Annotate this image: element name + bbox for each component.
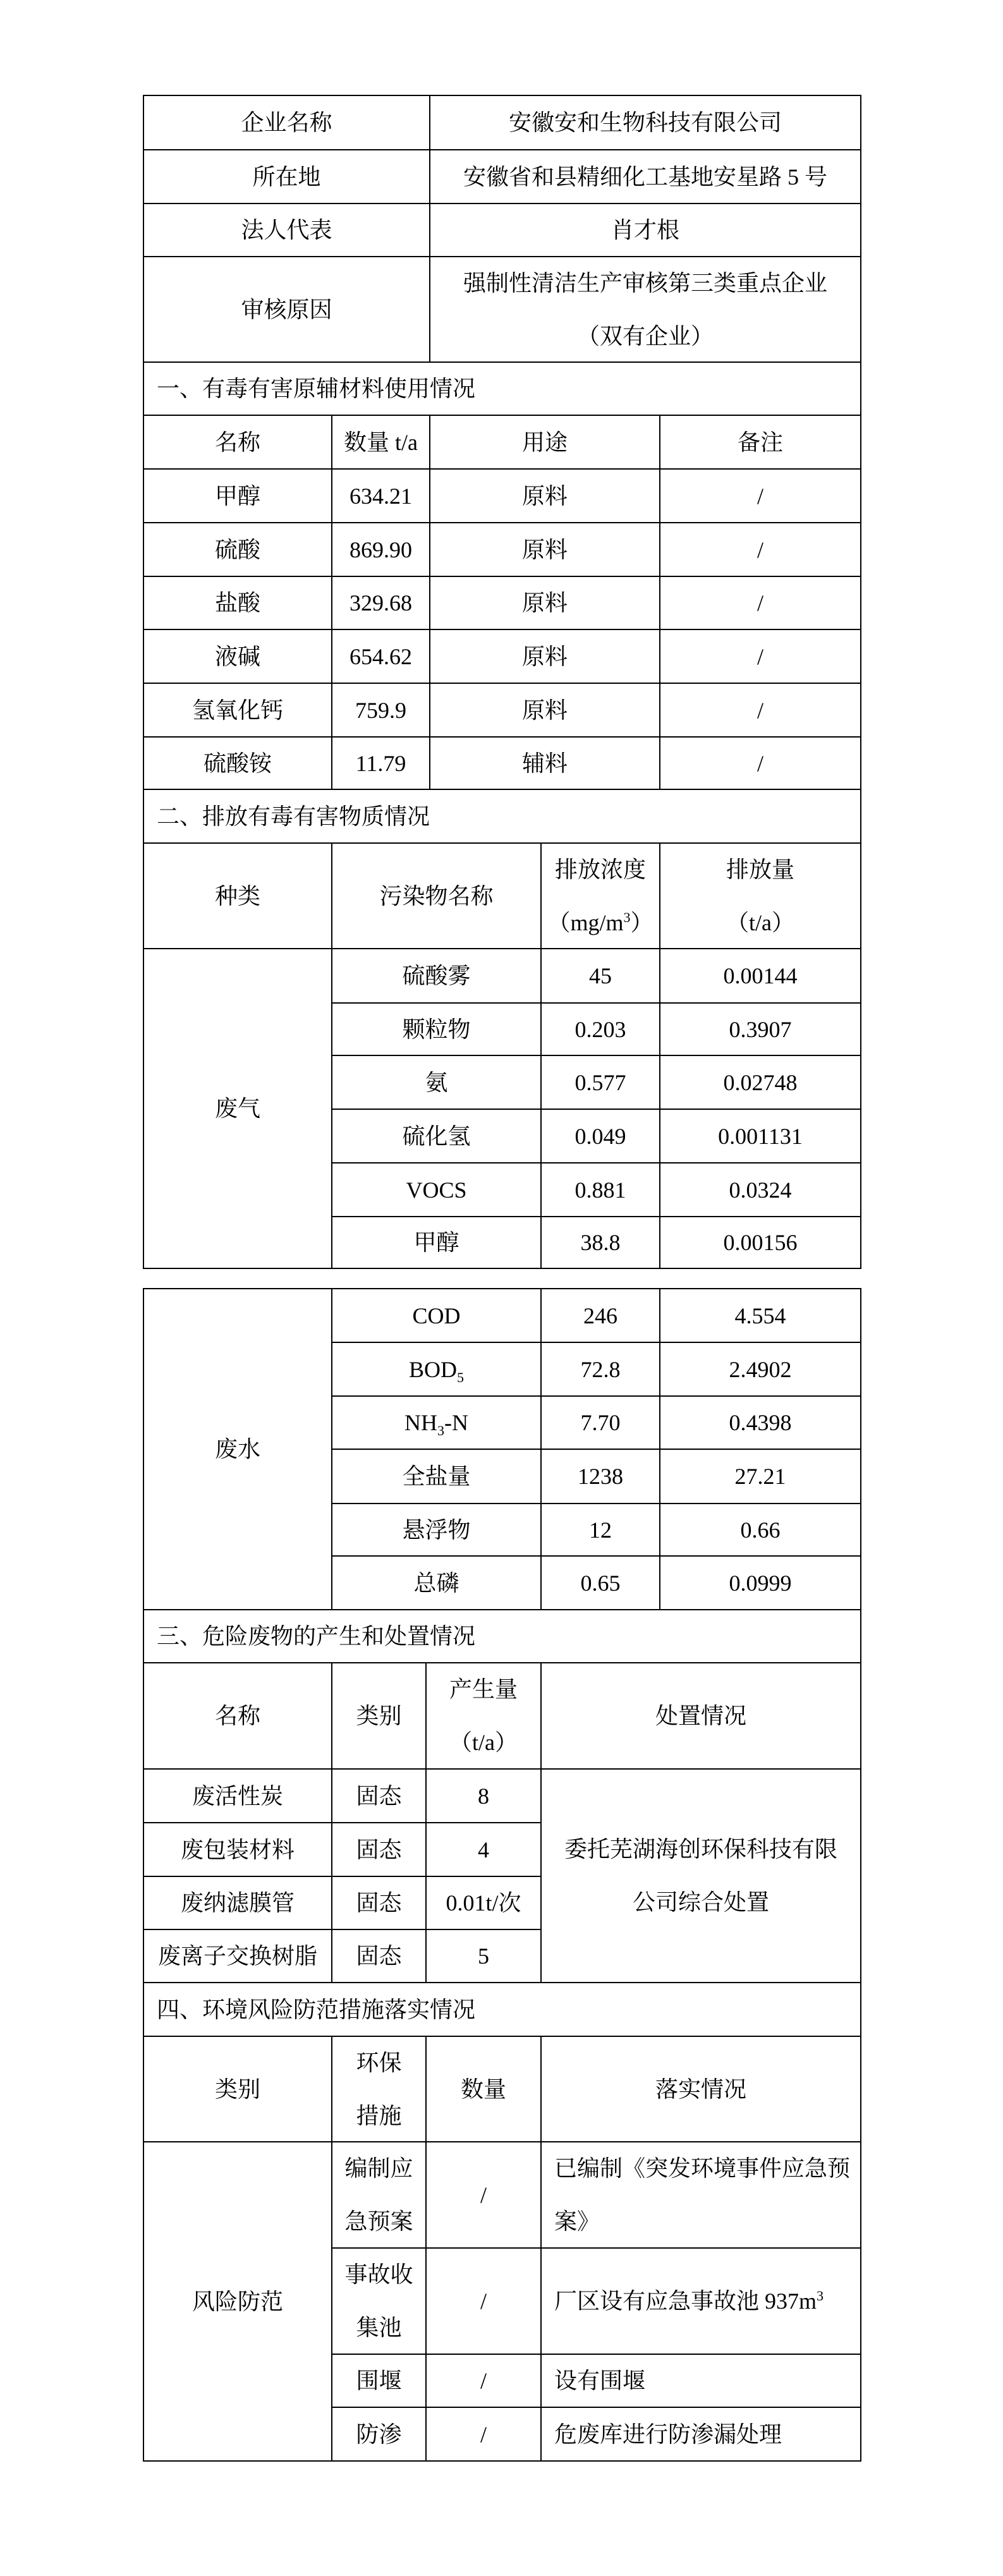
pollutant-concentration: 7.70 — [540, 1395, 660, 1450]
pollutant-amount: 0.00144 — [659, 948, 861, 1004]
pollutant-amount: 27.21 — [659, 1449, 861, 1504]
pollutant-concentration: 12 — [540, 1503, 660, 1557]
risk-measure: 编制应 急预案 — [331, 2141, 427, 2249]
material-qty: 869.90 — [331, 522, 430, 577]
concentration-unit: $(mg/m^3)$ — [547, 909, 653, 935]
risk-measure: 事故收 集池 — [331, 2247, 427, 2355]
material-use: 原料 — [429, 468, 660, 523]
material-name: 硫酸铵 — [143, 736, 332, 790]
pollutant-amount: 0.4398 — [659, 1395, 861, 1450]
pollutant-amount: 4.554 — [659, 1288, 861, 1343]
materials-header-note: 备注 — [659, 415, 861, 470]
material-note: / — [659, 683, 861, 738]
material-note: / — [659, 736, 861, 790]
pollutant-name: VOCS — [331, 1162, 542, 1217]
material-name: 液碱 — [143, 629, 332, 684]
pollutant-name: $NH_3-N$ — [331, 1395, 542, 1450]
hazwaste-name: 废纳滤膜管 — [143, 1876, 332, 1930]
hazwaste-category: 固态 — [331, 1822, 427, 1877]
pollutant-amount: 0.3907 — [659, 1002, 861, 1056]
emissions-header-type: 种类 — [143, 842, 332, 949]
pollutant-amount: 0.00156 — [659, 1216, 861, 1269]
material-use: 原料 — [429, 683, 660, 738]
pollutant-concentration: 0.203 — [540, 1002, 660, 1056]
materials-header-name: 名称 — [143, 415, 332, 470]
hazwaste-amount: 4 — [425, 1822, 542, 1877]
material-use: 原料 — [429, 629, 660, 684]
hazwaste-disposal: 委托芜湖海创环保科技有限 公司综合处置 — [540, 1768, 861, 1983]
risk-header-quantity: 数量 — [425, 2036, 542, 2142]
material-note: / — [659, 522, 861, 577]
hazwaste-name: 废离子交换树脂 — [143, 1929, 332, 1983]
pollutant-amount: 0.66 — [659, 1503, 861, 1557]
risk-status: 厂区设有应急事故池 $937m^3$ — [540, 2247, 861, 2355]
risk-quantity: / — [425, 2354, 542, 2408]
hazwaste-header-name: 名称 — [143, 1662, 332, 1770]
section4-title: 四、环境风险防范措施落实情况 — [143, 1982, 861, 2037]
material-use: 原料 — [429, 522, 660, 577]
risk-category: 风险防范 — [143, 2141, 332, 2462]
hazwaste-category: 固态 — [331, 1768, 427, 1823]
pollutant-name: $BOD_5$ — [331, 1342, 542, 1397]
risk-quantity: / — [425, 2407, 542, 2462]
hazwaste-category: 固态 — [331, 1929, 427, 1983]
pollutant-name: COD — [331, 1288, 542, 1343]
risk-header-measure: 环保 措施 — [331, 2036, 427, 2142]
emission-type-gas: 废气 — [143, 948, 332, 1269]
pollutant-name: 甲醇 — [331, 1216, 542, 1269]
material-note: / — [659, 629, 861, 684]
pollutant-concentration: 0.577 — [540, 1055, 660, 1110]
pollutant-concentration: 0.049 — [540, 1109, 660, 1163]
material-qty: 759.9 — [331, 683, 430, 738]
material-use: 原料 — [429, 576, 660, 630]
risk-measure: 防渗 — [331, 2407, 427, 2462]
pollutant-name: 硫酸雾 — [331, 948, 542, 1004]
material-name: 甲醇 — [143, 468, 332, 523]
risk-quantity: / — [425, 2247, 542, 2355]
hazwaste-name: 废活性炭 — [143, 1768, 332, 1823]
material-qty: 329.68 — [331, 576, 430, 630]
pollutant-amount: 0.001131 — [659, 1109, 861, 1163]
section1-title: 一、有毒有害原辅材料使用情况 — [143, 361, 861, 416]
hazwaste-header-category: 类别 — [331, 1662, 427, 1770]
hazwaste-amount: 5 — [425, 1929, 542, 1983]
emissions-header-concentration: 排放浓度 $(mg/m^3)$ — [540, 842, 660, 949]
pollutant-amount: 0.0999 — [659, 1555, 861, 1610]
material-note: / — [659, 576, 861, 630]
pollutant-concentration: 45 — [540, 948, 660, 1004]
info-value-company-name: 安徽安和生物科技有限公司 — [429, 95, 861, 150]
material-qty: 654.62 — [331, 629, 430, 684]
hazwaste-category: 固态 — [331, 1876, 427, 1930]
material-name: 氢氧化钙 — [143, 683, 332, 738]
pollutant-concentration: 72.8 — [540, 1342, 660, 1397]
info-value-audit-reason: 强制性清洁生产审核第三类重点企业 （双有企业） — [429, 256, 861, 363]
material-name: 硫酸 — [143, 522, 332, 577]
info-label-audit-reason: 审核原因 — [143, 256, 430, 363]
hazwaste-header-disposal: 处置情况 — [540, 1662, 861, 1770]
pollutant-concentration: 38.8 — [540, 1216, 660, 1269]
pollutant-name: 全盐量 — [331, 1449, 542, 1504]
pollutant-amount: 0.02748 — [659, 1055, 861, 1110]
section3-title: 三、危险废物的产生和处置情况 — [143, 1609, 861, 1663]
emissions-header-pollutant: 污染物名称 — [331, 842, 542, 949]
info-label-location: 所在地 — [143, 149, 430, 204]
materials-header-use: 用途 — [429, 415, 660, 470]
info-value-location: 安徽省和县精细化工基地安星路 5 号 — [429, 149, 861, 204]
material-name: 盐酸 — [143, 576, 332, 630]
risk-header-category: 类别 — [143, 2036, 332, 2142]
risk-status: 已编制《突发环境事件应急预 案》 — [540, 2141, 861, 2249]
pollutant-amount: 2.4902 — [659, 1342, 861, 1397]
pollutant-concentration: 0.65 — [540, 1555, 660, 1610]
pollutant-name: 总磷 — [331, 1555, 542, 1610]
hazwaste-name: 废包装材料 — [143, 1822, 332, 1877]
risk-status: 危废库进行防渗漏处理 — [540, 2407, 861, 2462]
emissions-header-amount: 排放量 （t/a） — [659, 842, 861, 949]
hazwaste-header-amount: 产生量 （t/a） — [425, 1662, 542, 1770]
pollutant-concentration: 0.881 — [540, 1162, 660, 1217]
info-label-company-name: 企业名称 — [143, 95, 430, 150]
risk-quantity: / — [425, 2141, 542, 2249]
info-label-legal-rep: 法人代表 — [143, 203, 430, 257]
pollutant-concentration: 246 — [540, 1288, 660, 1343]
material-qty: 634.21 — [331, 468, 430, 523]
material-note: / — [659, 468, 861, 523]
hazwaste-amount: 8 — [425, 1768, 542, 1823]
pollutant-concentration: 1238 — [540, 1449, 660, 1504]
pollutant-name: 硫化氢 — [331, 1109, 542, 1163]
pollutant-name: 颗粒物 — [331, 1002, 542, 1056]
material-use: 辅料 — [429, 736, 660, 790]
pollutant-name: 悬浮物 — [331, 1503, 542, 1557]
material-qty: 11.79 — [331, 736, 430, 790]
info-value-legal-rep: 肖才根 — [429, 203, 861, 257]
materials-header-qty: 数量 t/a — [331, 415, 430, 470]
hazwaste-amount: 0.01t/次 — [425, 1876, 542, 1930]
risk-status: 设有围堰 — [540, 2354, 861, 2408]
emission-type-water: 废水 — [143, 1288, 332, 1610]
pollutant-name: 氨 — [331, 1055, 542, 1110]
pollutant-amount: 0.0324 — [659, 1162, 861, 1217]
section2-title: 二、排放有毒有害物质情况 — [143, 789, 861, 844]
risk-measure: 围堰 — [331, 2354, 427, 2408]
risk-header-status: 落实情况 — [540, 2036, 861, 2142]
